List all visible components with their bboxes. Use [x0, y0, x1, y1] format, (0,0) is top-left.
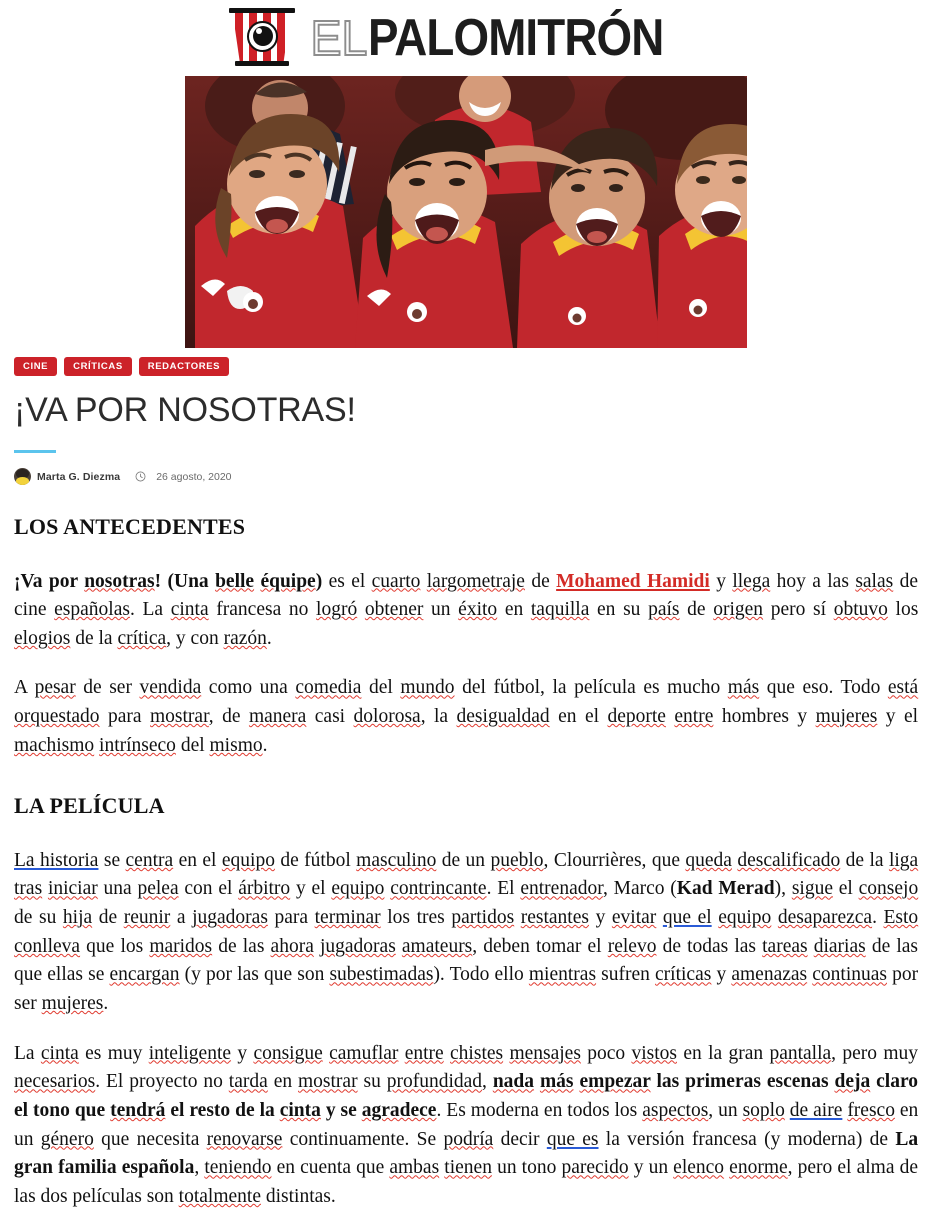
spellcheck-word: crítica	[117, 627, 167, 649]
spellcheck-word: maridos	[149, 935, 213, 957]
inline-link[interactable]: Mohamed Hamidi	[556, 570, 710, 592]
spellcheck-word: chistes	[450, 1042, 504, 1064]
spellcheck-word: conlleva	[14, 935, 81, 957]
spellcheck-word: mundo	[400, 677, 455, 699]
spellcheck-word: españolas	[54, 599, 130, 621]
spellcheck-word: país	[648, 599, 680, 621]
spellcheck-word: descalificado	[737, 849, 841, 871]
avatar-body	[16, 477, 29, 485]
spellcheck-word: hija	[62, 907, 93, 929]
popcorn-bucket-eye-icon[interactable]	[229, 7, 295, 69]
spellcheck-word: orquestado	[14, 706, 100, 728]
category-tag-list	[14, 357, 918, 376]
spellcheck-word: équipe	[260, 570, 316, 592]
spellcheck-word: género	[40, 1128, 94, 1150]
spellcheck-word: relevo	[607, 935, 657, 957]
paragraph	[14, 1040, 918, 1212]
spellcheck-word: más	[539, 1071, 574, 1093]
hero-image-wrap	[0, 76, 932, 348]
spellcheck-word: camuflar	[329, 1042, 399, 1064]
author-name[interactable]: Marta G. Diezma	[37, 470, 121, 483]
section-heading-pelicula: LA PELÍCULA	[14, 793, 165, 819]
spellcheck-word: restantes	[520, 907, 589, 929]
paragraph	[14, 847, 918, 1019]
spellcheck-word: Esto	[883, 907, 919, 929]
spellcheck-word: éxito	[458, 599, 498, 621]
spellcheck-word: amateurs	[401, 935, 473, 957]
spellcheck-word: taquilla	[530, 599, 590, 621]
spellcheck-word: tras	[14, 878, 43, 900]
body-text: , teniendo en cuenta que ambas tienen un tono parecido y un elenco enorme, pero el alma de las dos películas son totalmente distintas.	[14, 1157, 919, 1207]
spellcheck-word: cinta	[170, 599, 209, 621]
spellcheck-word: deja	[834, 1071, 871, 1093]
spellcheck-word: mostrar	[150, 706, 209, 728]
spellcheck-word: encargan	[109, 964, 180, 986]
emphasis-text: Kad Merad	[676, 878, 775, 900]
paragraph	[14, 568, 918, 654]
spellcheck-word: comedia	[295, 677, 362, 699]
spellcheck-word: tienen	[444, 1157, 492, 1179]
emphasis-text: La gran familia española	[14, 1128, 919, 1179]
spellcheck-word: entre	[404, 1042, 444, 1064]
spellcheck-word: equipo	[221, 849, 275, 871]
spellcheck-word: mujeres	[815, 706, 878, 728]
spellcheck-word: liga	[888, 849, 919, 871]
category-tag-cine[interactable]: CINE	[14, 357, 57, 376]
emphasis-text: ¡Va por nosotras! (Una belle équipe)	[14, 570, 323, 592]
spellcheck-word: nada	[492, 1071, 535, 1093]
body-text: . Es moderna en todos los aspectos, un soplo	[436, 1100, 785, 1122]
spellcheck-word: consejo	[858, 878, 919, 900]
spellcheck-word: deporte	[607, 706, 666, 728]
spellcheck-word: desigualdad	[456, 706, 550, 728]
spellcheck-word: elogios	[14, 627, 71, 649]
article-body	[14, 511, 918, 1211]
body-text: se centra en el equipo de fútbol masculino de un pueblo, Clourrières, que queda descalificado de la liga tras iniciar una pelea con el árbitro y el equipo contrincante. El entrenador, Marco (	[14, 849, 919, 900]
spellcheck-word: obtuvo	[833, 599, 888, 621]
spellcheck-word: jugadoras	[192, 907, 268, 929]
wordmark-el: EL	[310, 12, 368, 66]
spellcheck-word: equipo	[331, 878, 385, 900]
grammarcheck-phrase: de aire	[789, 1100, 843, 1122]
body-text: la versión francesa (y moderna) de	[605, 1128, 889, 1150]
section-heading-antecedentes: LOS ANTECEDENTES	[14, 514, 246, 540]
eye-glint	[256, 28, 262, 34]
spellcheck-word: pantalla	[769, 1042, 832, 1064]
spellcheck-word: pelea	[137, 878, 179, 900]
clock-icon	[135, 471, 146, 482]
spellcheck-word: intrínseco	[99, 734, 176, 756]
spellcheck-word: mismo	[209, 734, 263, 756]
spellcheck-word: cuarto	[371, 570, 421, 592]
spellcheck-word: vendida	[139, 677, 202, 699]
spellcheck-word: mujeres	[41, 993, 104, 1015]
bucket-stripe	[277, 13, 285, 61]
body-text: La cinta es muy inteligente y consigue camuflar entre chistes mensajes poco vistos en la gran pantalla, pero muy necesarios. El proyecto no tarda en mostrar su profundidad,	[14, 1042, 919, 1093]
body-text: es el cuarto largometraje de	[328, 570, 550, 592]
category-tag-criticas[interactable]: CRÍTICAS	[64, 357, 132, 376]
spellcheck-word: dolorosa	[353, 706, 421, 728]
spellcheck-word: desaparezca	[777, 907, 873, 929]
spellcheck-word: más	[727, 677, 760, 699]
spellcheck-word: totalmente	[178, 1186, 261, 1207]
spellcheck-word: tarda	[228, 1071, 268, 1093]
spellcheck-word: nosotras	[84, 570, 155, 592]
body-text: ), sigue el consejo de su hija de reunir a jugadoras para terminar los tres partidos restantes y evitar	[14, 878, 919, 929]
spellcheck-word: renovarse	[206, 1128, 283, 1150]
post-date: 26 agosto, 2020	[156, 470, 232, 483]
paragraph	[14, 674, 918, 760]
grammarcheck-phrase: que el	[662, 907, 712, 929]
spellcheck-word: elenco	[673, 1157, 725, 1179]
bucket-top-bar	[229, 8, 295, 13]
wordmark-palomitron: PALOMITRÓN	[367, 9, 664, 67]
spellcheck-word: equipo	[718, 907, 772, 929]
spellcheck-word: árbitro	[238, 878, 291, 900]
spellcheck-word: tendrá	[110, 1100, 166, 1122]
spellcheck-word: enorme	[729, 1157, 788, 1179]
avatar	[14, 468, 31, 485]
spellcheck-word: salas	[855, 570, 894, 592]
spellcheck-word: mostrar	[298, 1071, 358, 1093]
spellcheck-word: inteligente	[148, 1042, 232, 1064]
spellcheck-word: está	[887, 677, 919, 699]
body-text: fresco en un género que necesita renovarse continuamente. Se podría decir	[14, 1100, 919, 1150]
body-text: equipo desaparezca. Esto conlleva que los maridos de las ahora jugadoras amateurs, deben tomar el relevo de todas las tareas diarias de las que ellas se encargan (y por las que son subestimadas). Todo ello mientras sufren críticas y amenazas continuas por ser mujeres.	[14, 907, 919, 1015]
title-divider	[14, 450, 56, 453]
grammarcheck-phrase: que es	[546, 1128, 599, 1150]
page-title: ¡VA POR NOSOTRAS!	[14, 390, 356, 429]
article	[0, 357, 932, 1212]
spellcheck-word: pueblo	[490, 849, 544, 871]
spellcheck-word: obtener	[364, 599, 424, 621]
spellcheck-word: centra	[125, 849, 174, 871]
spellcheck-word: logró	[316, 599, 358, 621]
spellcheck-word: sigue	[791, 878, 833, 900]
spellcheck-word: soplo	[742, 1100, 785, 1122]
spellcheck-word: mensajes	[509, 1042, 581, 1064]
spellcheck-word: ahora	[270, 935, 314, 957]
hero-illustration	[185, 76, 747, 348]
spellcheck-word: amenazas	[731, 964, 808, 986]
bucket-stripe	[235, 13, 243, 61]
spellcheck-word: diarias	[813, 935, 866, 957]
spellcheck-word: tareas	[762, 935, 808, 957]
spellcheck-word: masculino	[356, 849, 437, 871]
spellcheck-word: llega	[732, 570, 771, 592]
spellcheck-word: teniendo	[204, 1157, 272, 1179]
hero-image	[185, 76, 747, 348]
grammarcheck-phrase: La historia	[14, 849, 99, 871]
bucket-bottom-bar	[235, 61, 289, 66]
spellcheck-word: jugadoras	[319, 935, 396, 957]
spellcheck-word: parecido	[561, 1157, 629, 1179]
spellcheck-word: origen	[713, 599, 764, 621]
category-tag-redactores[interactable]: REDACTORES	[139, 357, 229, 376]
spellcheck-word: continuas	[812, 964, 887, 986]
spellcheck-word: mientras	[528, 964, 597, 986]
spellcheck-word: evitar	[611, 907, 657, 929]
spellcheck-word: pesar	[34, 677, 76, 699]
spellcheck-word: entrenador	[520, 878, 603, 900]
spellcheck-word: podría	[443, 1128, 494, 1150]
spellcheck-word: necesarios	[14, 1071, 96, 1093]
spellcheck-word: vistos	[631, 1042, 677, 1064]
spellcheck-word: profundidad	[386, 1071, 483, 1093]
body-text: A pesar de ser vendida como una comedia del mundo del fútbol, la película es mucho más que eso. Todo está orquestado para mostrar, de manera casi dolorosa, la desigualdad en el deporte entre hombres y mujeres y el machismo intrínseco del mismo.	[14, 677, 919, 756]
spellcheck-word: fresco	[847, 1100, 895, 1122]
body-text: y llega hoy a las salas de cine españolas. La cinta francesa no logró obtener un éxito en taquilla en su país de origen pero sí obtuvo los elogios de la crítica, y con razón.	[14, 570, 919, 649]
site-masthead	[0, 0, 932, 76]
emphasis-text: nada más empezar las primeras escenas deja claro el tono que tendrá el resto de la cinta y se agradece	[14, 1071, 919, 1122]
spellcheck-word: belle	[215, 570, 255, 592]
spellcheck-word: subestimadas	[329, 964, 434, 986]
spellcheck-word: empezar	[579, 1071, 651, 1093]
spellcheck-word: largometraje	[426, 570, 525, 592]
spellcheck-word: contrincante	[390, 878, 487, 900]
spellcheck-word: iniciar	[47, 878, 98, 900]
spellcheck-word: aspectos	[642, 1100, 709, 1122]
spellcheck-word: razón	[223, 627, 267, 649]
spellcheck-word: críticas	[655, 964, 712, 986]
spellcheck-word: cinta	[40, 1042, 79, 1064]
byline	[14, 468, 918, 485]
spellcheck-word: entre	[674, 706, 714, 728]
spellcheck-word: consigue	[253, 1042, 323, 1064]
spellcheck-word: manera	[248, 706, 307, 728]
spellcheck-word: machismo	[14, 734, 95, 756]
site-wordmark[interactable]	[309, 9, 704, 67]
spellcheck-word: cinta	[279, 1100, 321, 1122]
spellcheck-word: ambas	[389, 1157, 440, 1179]
spellcheck-word: queda	[685, 849, 732, 871]
spellcheck-word: reunir	[123, 907, 171, 929]
spellcheck-word: agradece	[361, 1100, 437, 1122]
spellcheck-word: terminar	[314, 907, 381, 929]
spellcheck-word: partidos	[451, 907, 515, 929]
